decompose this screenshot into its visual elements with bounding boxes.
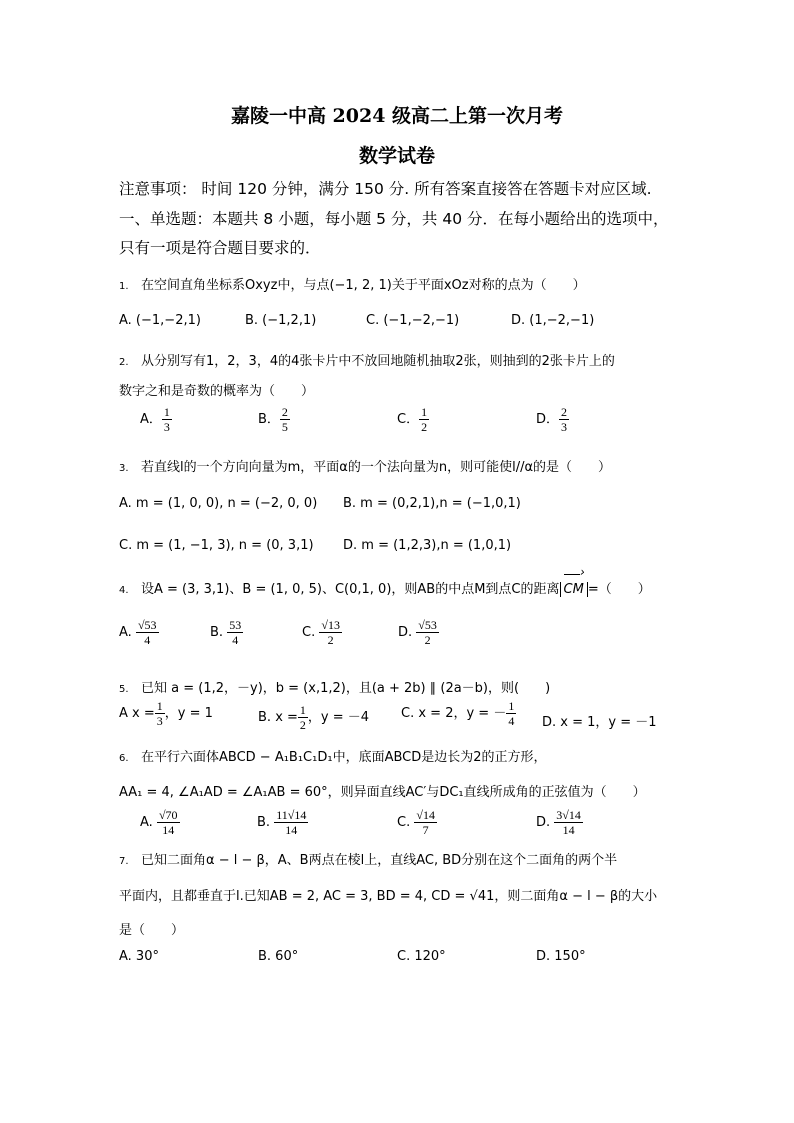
q3-option-b: B. m = (0,2,1),n = (−1,0,1) xyxy=(343,496,521,511)
denominator: 2 xyxy=(421,420,428,434)
fraction xyxy=(506,699,516,728)
fraction xyxy=(157,808,180,837)
q3-option-d: D. m = (1,2,3),n = (1,0,1) xyxy=(343,538,512,553)
question-number: 3. xyxy=(119,463,129,474)
option-text-end: ，y = 1 xyxy=(164,706,213,721)
option-label: D． xyxy=(536,412,560,427)
fraction xyxy=(419,405,429,434)
numerator: 2 xyxy=(281,405,288,419)
numerator: √70 xyxy=(158,808,178,822)
q4-option-c xyxy=(302,618,342,647)
option-label: D. xyxy=(536,815,551,830)
denominator: 4 xyxy=(508,714,515,728)
option-text-end: ，y = －4 xyxy=(307,710,370,725)
notice-line-1: 注意事项： 时间 120 分钟，满分 150 分. 所有答案直接答在答题卡对应区域. xyxy=(119,180,652,198)
question-number: 7. xyxy=(119,856,129,867)
option-text: x = xyxy=(132,706,155,721)
fraction xyxy=(274,808,308,837)
q7-option-c: C. 120° xyxy=(397,949,446,964)
option-label: A． xyxy=(140,412,162,427)
question-stem: 从分别写有1，2，3，4的4张卡片中不放回地随机抽取2张，则抽到的2张卡片上的 xyxy=(141,354,615,369)
fraction xyxy=(227,618,243,647)
question-4 xyxy=(119,578,651,597)
q6-option-a xyxy=(140,808,180,837)
denominator: 4 xyxy=(227,632,243,647)
option-text: x = 1，y = －1 xyxy=(560,715,657,730)
q3-option-c: C. m = (1, −1, 3), n = (0, 3,1) xyxy=(119,538,314,553)
question-stem: 若直线l的一个方向向量为m，平面α的一个法向量为n，则可能使l//α的是（ ） xyxy=(141,460,612,475)
q4-option-b xyxy=(210,618,243,647)
numerator: 53 xyxy=(229,618,242,632)
question-stem: 在空间直角坐标系Oxyz中，与点(−1, 2, 1)关于平面xOz对称的点为（ ） xyxy=(141,278,586,293)
numerator: √53 xyxy=(137,618,157,632)
option-label: A. xyxy=(119,625,132,640)
q5-option-a xyxy=(119,699,213,728)
question-6-line-2: AA₁ = 4, ∠A₁AD = ∠A₁AB = 60°，则异面直线AC′与DC₁直线所成角的正弦值为（ ） xyxy=(119,785,646,800)
vector-magnitude xyxy=(560,582,588,597)
fraction xyxy=(414,808,437,837)
question-stem: 已知 a = (1,2，－y)，b = (x,1,2)，且(a + 2b) ∥ (2a－b)，则( ) xyxy=(141,681,551,696)
question-2 xyxy=(119,350,615,369)
option-text: x = xyxy=(275,710,298,725)
numerator: 1 xyxy=(421,405,428,419)
exam-title: 嘉陵一中高 2024 级高二上第一次月考 xyxy=(230,105,564,127)
fraction xyxy=(554,808,583,837)
option-label: C. xyxy=(401,706,415,721)
question-5 xyxy=(119,677,550,696)
option-label: C. xyxy=(397,815,411,830)
question-7-line-3: 是（ ） xyxy=(119,923,185,938)
q2-option-d xyxy=(536,405,569,434)
question-6 xyxy=(119,746,547,765)
numerator: 1 xyxy=(508,699,515,713)
q4-option-d xyxy=(398,618,439,647)
denominator: 14 xyxy=(554,822,583,837)
fraction xyxy=(298,703,308,732)
fraction xyxy=(136,618,159,647)
denominator: 2 xyxy=(416,632,439,647)
option-label: B. xyxy=(258,710,272,725)
option-label: B． xyxy=(258,412,280,427)
question-number: 6. xyxy=(119,753,129,764)
question-number: 1. xyxy=(119,281,129,292)
fraction xyxy=(416,618,439,647)
notice-line-2: 一、单选题：本题共 8 小题，每小题 5 分，共 40 分．在每小题给出的选项中， xyxy=(119,210,669,228)
fraction xyxy=(155,699,165,728)
q1-option-b: B. (−1,2,1) xyxy=(245,313,317,328)
option-label: D. xyxy=(542,715,557,730)
question-number: 4. xyxy=(119,585,129,596)
denominator: 3 xyxy=(163,420,170,434)
q1-option-c: C. (−1,−2,−1) xyxy=(366,313,460,328)
denominator: 2 xyxy=(319,632,342,647)
question-stem: 已知二面角α − l − β，A、B两点在棱l上，直线AC, BD分别在这个二面角的两个半 xyxy=(141,853,618,868)
q1-option-d: D. (1,−2,−1) xyxy=(511,313,595,328)
fraction xyxy=(162,405,172,434)
q2-option-c xyxy=(397,405,429,434)
denominator: 3 xyxy=(561,420,568,434)
exam-subtitle: 数学试卷 xyxy=(358,145,435,167)
vector-cm: CM › xyxy=(564,582,584,597)
option-label: B. xyxy=(210,625,224,640)
question-7-line-2: 平面内，且都垂直于l.已知AB = 2, AC = 3, BD = 4, CD = √41，则二面角α − l − β的大小 xyxy=(119,889,658,904)
option-label: C. xyxy=(302,625,316,640)
q7-option-a: A. 30° xyxy=(119,949,159,964)
question-number: 5. xyxy=(119,684,129,695)
q7-option-b: B. 60° xyxy=(258,949,299,964)
numerator: √13 xyxy=(321,618,340,632)
q2-option-b xyxy=(258,405,290,434)
q6-option-b xyxy=(257,808,308,837)
option-label: C． xyxy=(397,412,420,427)
option-label: A. xyxy=(140,815,153,830)
fraction xyxy=(280,405,290,434)
denominator: 3 xyxy=(156,714,163,728)
fraction xyxy=(319,618,342,647)
numerator: √14 xyxy=(416,808,435,822)
q6-option-d xyxy=(536,808,583,837)
option-label: D. xyxy=(398,625,413,640)
option-label: B. xyxy=(257,815,271,830)
numerator: 1 xyxy=(299,703,306,717)
question-7 xyxy=(119,849,617,868)
q2-option-a xyxy=(140,405,172,434)
notice-line-3: 只有一项是符合题目要求的． xyxy=(119,239,321,257)
numerator: 11√14 xyxy=(276,808,307,822)
q5-option-d xyxy=(542,711,657,730)
fraction xyxy=(559,405,569,434)
q1-option-a: A. (−1,−2,1) xyxy=(119,313,201,328)
option-label: A xyxy=(119,706,128,721)
question-1 xyxy=(119,274,586,293)
q3-option-a: A. m = (1, 0, 0), n = (−2, 0, 0) xyxy=(119,496,318,511)
denominator: 2 xyxy=(299,718,306,732)
denominator: 5 xyxy=(281,420,288,434)
q6-option-c xyxy=(397,808,437,837)
question-stem: 在平行六面体ABCD − A₁B₁C₁D₁中，底面ABCD是边长为2的正方形， xyxy=(141,750,547,765)
numerator: 1 xyxy=(163,405,170,419)
q5-option-c xyxy=(401,699,516,728)
denominator: 14 xyxy=(274,822,308,837)
q4-option-a xyxy=(119,618,159,647)
denominator: 7 xyxy=(414,822,437,837)
numerator: 1 xyxy=(156,699,163,713)
question-number: 2. xyxy=(119,357,129,368)
question-2-line-2: 数字之和是奇数的概率为（ ） xyxy=(119,384,315,399)
denominator: 4 xyxy=(136,632,159,647)
numerator: 3√14 xyxy=(556,808,581,822)
q5-option-b xyxy=(258,703,369,732)
q7-option-d: D. 150° xyxy=(536,949,586,964)
denominator: 14 xyxy=(157,822,180,837)
numerator: √53 xyxy=(418,618,437,632)
question-stem: 设A = (3, 3,1)、B = (1, 0, 5)、C(0,1, 0)，则AB的中点M到点C的距离 xyxy=(141,582,560,597)
numerator: 2 xyxy=(561,405,568,419)
question-stem-end: =（ ） xyxy=(587,582,651,597)
option-text: x = 2，y = － xyxy=(418,706,507,721)
question-3 xyxy=(119,456,611,475)
